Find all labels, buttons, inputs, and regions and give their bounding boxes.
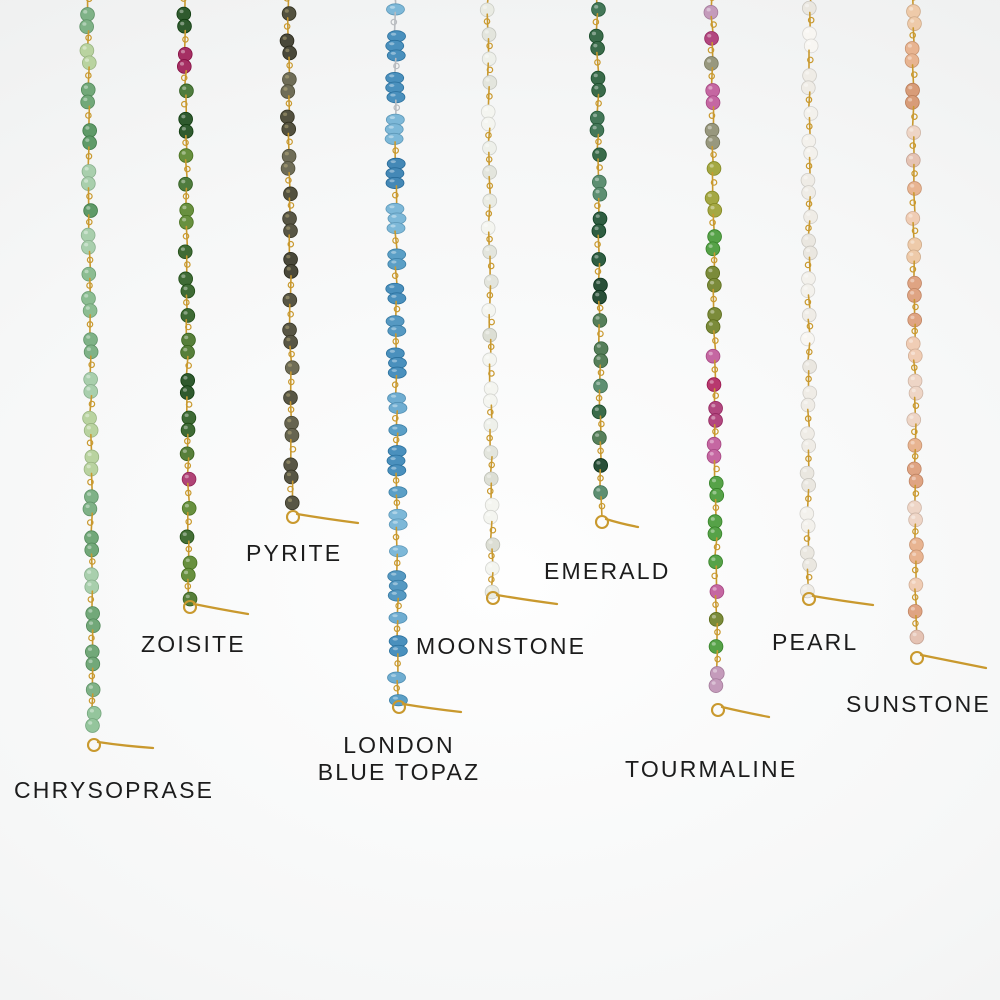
label-zoisite-text: ZOISITE xyxy=(141,631,246,657)
chain-london-blue-topaz xyxy=(385,0,461,713)
chain-tourmaline xyxy=(704,0,769,717)
label-sunstone xyxy=(846,691,991,718)
label-pearl xyxy=(772,629,858,656)
label-london-blue-topaz-line2: BLUE TOPAZ xyxy=(317,759,481,785)
label-london-blue-topaz-line1: LONDON xyxy=(343,732,455,758)
label-sunstone-text: SUNSTONE xyxy=(846,691,991,717)
label-pearl-text: PEARL xyxy=(772,629,859,655)
label-london-blue-topaz xyxy=(309,732,489,786)
chain-pyrite xyxy=(280,0,358,523)
label-emerald-text: EMERALD xyxy=(544,558,671,584)
label-chrysoprase xyxy=(14,777,214,804)
chain-pearl xyxy=(800,0,873,605)
label-zoisite xyxy=(141,631,246,658)
label-emerald xyxy=(544,558,671,585)
chain-emerald xyxy=(589,0,638,528)
label-moonstone-text: MOONSTONE xyxy=(416,633,587,659)
label-moonstone xyxy=(416,633,586,660)
label-tourmaline xyxy=(625,756,797,783)
chain-zoisite xyxy=(177,0,248,614)
label-chrysoprase-text: CHRYSOPRASE xyxy=(14,777,215,803)
label-tourmaline-text: TOURMALINE xyxy=(625,756,798,782)
label-pyrite xyxy=(246,540,342,567)
label-pyrite-text: PYRITE xyxy=(246,540,343,566)
chain-sunstone xyxy=(905,0,986,668)
chain-moonstone xyxy=(480,0,557,604)
